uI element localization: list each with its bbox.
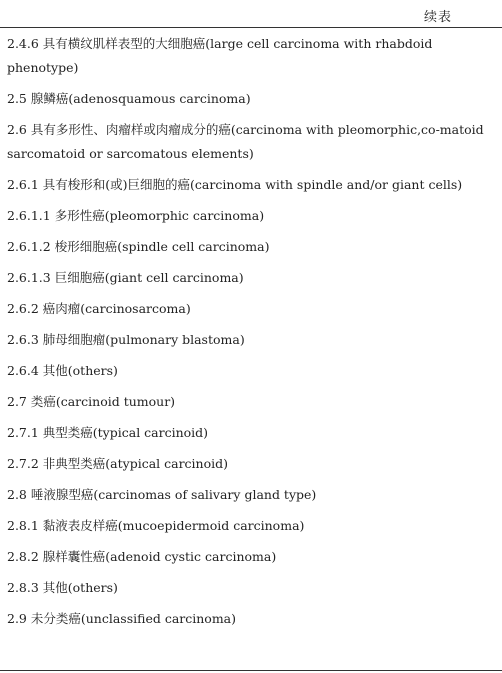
list-item: 2.8.1 黏液表皮样癌(mucoepidermoid carcinoma) — [7, 518, 305, 533]
table-bottom-rule — [0, 670, 502, 671]
list-item: 2.7.2 非典型类癌(atypical carcinoid) — [7, 456, 228, 471]
list-item: 2.8.3 其他(others) — [7, 580, 118, 595]
list-item: 2.9 未分类癌(unclassified carcinoma) — [7, 611, 237, 626]
list-item: 2.5 腺鳞癌(adenosquamous carcinoma) — [7, 91, 251, 106]
classification-list — [7, 32, 495, 638]
list-item: 2.6.3 肺母细胞瘤(pulmonary blastoma) — [7, 332, 245, 347]
list-item: 2.4.6 具有横纹肌样表型的大细胞癌(large cell carcinoma with rhabdoid phenotype) — [7, 36, 433, 75]
list-item: 2.6 具有多形性、肉瘤样或肉瘤成分的癌(carcinoma with pleomorphic,co-matoid sarcomatoid or sarcomatous elements) — [7, 122, 484, 161]
continued-table-label: 续表 — [423, 10, 452, 25]
list-item: 2.7 类癌(carcinoid tumour) — [7, 394, 176, 409]
list-item: 2.8.2 腺样囊性癌(adenoid cystic carcinoma) — [7, 549, 277, 564]
list-item: 2.6.4 其他(others) — [7, 363, 118, 378]
table-top-rule — [0, 27, 502, 28]
list-item: 2.8 唾液腺型癌(carcinomas of salivary gland type) — [7, 487, 317, 502]
list-item: 2.6.1.2 梭形细胞癌(spindle cell carcinoma) — [7, 239, 270, 254]
list-item: 2.6.2 癌肉瘤(carcinosarcoma) — [7, 301, 191, 316]
list-item: 2.6.1.3 巨细胞癌(giant cell carcinoma) — [7, 270, 244, 285]
list-item: 2.7.1 典型类癌(typical carcinoid) — [7, 425, 209, 440]
list-item: 2.6.1 具有梭形和(或)巨细胞的癌(carcinoma with spindle and/or giant cells) — [7, 177, 463, 192]
list-item: 2.6.1.1 多形性癌(pleomorphic carcinoma) — [7, 208, 265, 223]
